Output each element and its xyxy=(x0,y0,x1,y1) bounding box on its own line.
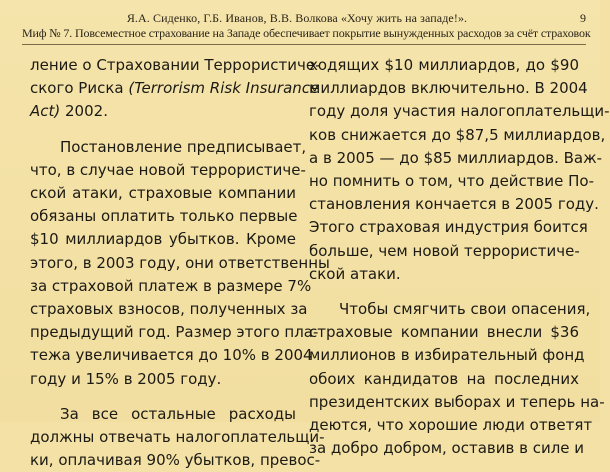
text-line: предыдущий год. Размер этого пла- xyxy=(30,323,319,342)
text-line: году и 15% в 2005 году. xyxy=(30,369,222,388)
text-line: ков снижается до $87,5 миллиардов, xyxy=(309,125,606,144)
text-line: за страховой платеж в размере 7% xyxy=(30,276,312,295)
right-text-column xyxy=(309,54,610,458)
text-line: ки, оплачивая 90% убытков, превос- xyxy=(30,451,321,470)
text-line: обоих кандидатов на последних xyxy=(309,369,579,388)
text-line: этого, в 2003 году, они ответственны xyxy=(30,253,330,272)
text-segment: 2002. xyxy=(60,102,108,121)
italic-segment: (Terrorism Risk Insurance xyxy=(128,79,320,98)
text-line: За все остальные расходы xyxy=(60,404,296,423)
text-line: тежа увеличивается до 10% в 2004 xyxy=(30,346,313,365)
text-line: за добро добром, оставив в силе и xyxy=(309,439,585,458)
left-text-column xyxy=(30,54,330,470)
text-line: страховые компании внесли $36 xyxy=(309,323,579,342)
header-authors-title: Я.А. Сиденко, Г.Б. Иванов, В.В. Волкова «Хочу жить на западе!». xyxy=(126,11,468,25)
text-line: должны отвечать налогоплательщи- xyxy=(30,428,325,447)
paragraph-gap xyxy=(30,391,296,403)
text-line: что, в случае новой террористиче- xyxy=(30,160,306,179)
text-line: $10 миллиардов убытков. Кроме xyxy=(30,230,296,249)
text-line: деются, что хорошие люди ответят xyxy=(309,416,593,435)
text-line: Чтобы смягчить свои опасения, xyxy=(339,300,591,319)
text-line: ской атаки, страховые компании xyxy=(30,184,296,203)
text-line: ходящих $10 миллиардов, до $90 xyxy=(309,56,579,74)
text-line: президентских выборах и теперь на- xyxy=(309,392,605,411)
text-line: ской атаки. xyxy=(309,264,401,283)
paragraph-gap xyxy=(309,286,579,298)
text-line: миллионов в избирательный фонд xyxy=(309,346,585,365)
text-segment: ского Риска xyxy=(30,79,129,98)
text-line: становления кончается в 2005 году. xyxy=(309,195,599,214)
page-number: 9 xyxy=(580,11,586,25)
paragraph-gap xyxy=(30,124,296,136)
text-line: Этого страховая индустрия боится xyxy=(309,218,588,237)
text-line: ление о Страховании Террористиче- xyxy=(30,56,321,74)
running-header xyxy=(22,11,591,41)
text-line: Постановление предписывает, xyxy=(60,137,307,156)
text-line: а в 2005 — до $85 миллиардов. Важ- xyxy=(309,148,603,167)
text-line xyxy=(30,100,296,123)
text-line: больше, чем новой террористиче- xyxy=(309,241,580,260)
header-divider xyxy=(22,44,586,45)
italic-segment: Act) xyxy=(30,102,61,121)
text-line: но помнить о том, что действие По- xyxy=(309,172,594,191)
text-line xyxy=(30,77,320,100)
text-line: страховых взносов, полученных за xyxy=(30,300,308,319)
text-line: обязаны оплатить только первые xyxy=(30,207,298,226)
text-line: году доля участия налогоплательщи- xyxy=(309,102,610,121)
header-chapter-title: Миф № 7. Повсеместное страхование на Западе обеспечивает покрытие вынужденных расходов за счёт страховок xyxy=(22,26,591,40)
text-line: миллиардов включительно. В 2004 xyxy=(309,79,588,98)
